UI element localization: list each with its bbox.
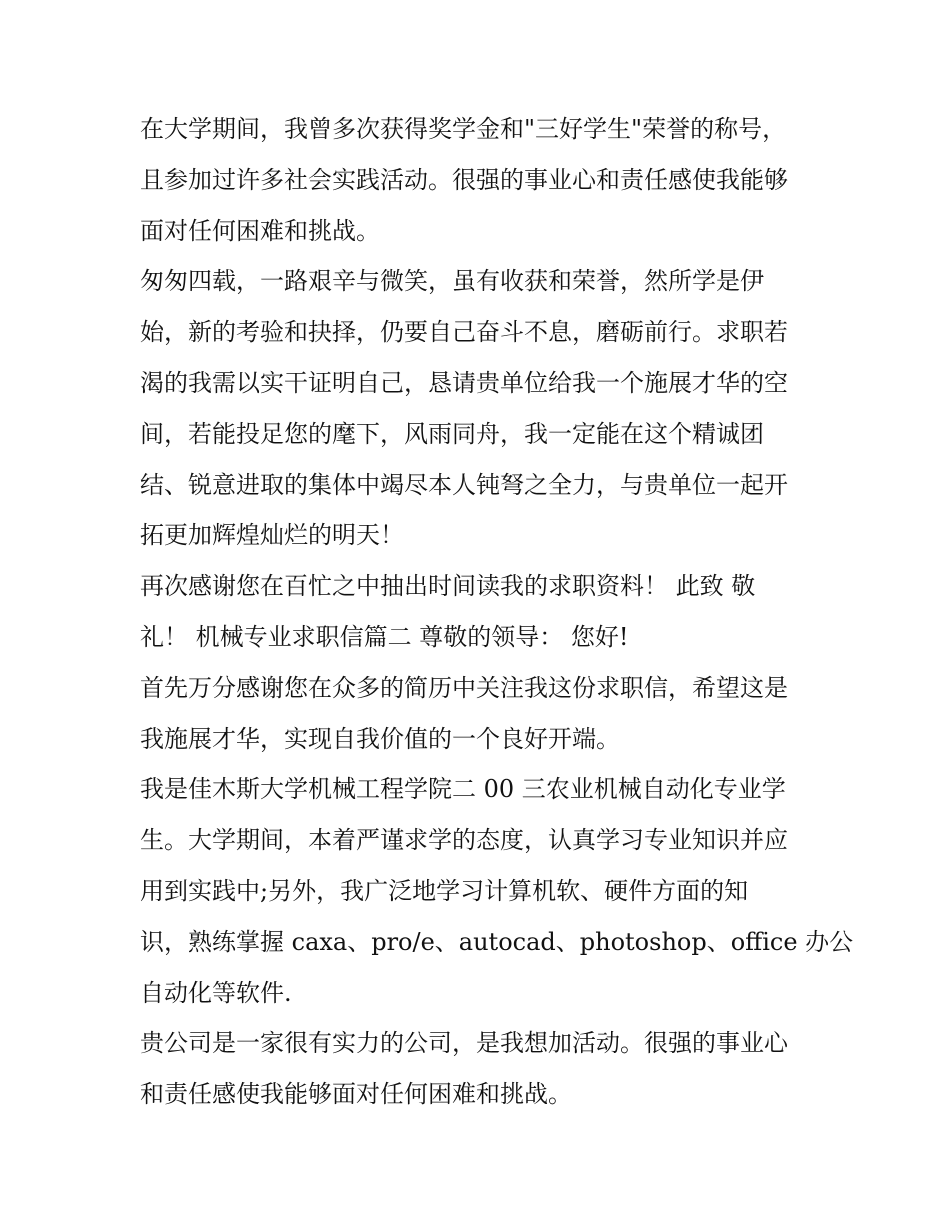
text-line: 在大学期间，我曾多次获得奖学金和"三好学生"荣誉的称号， [140,115,787,143]
paragraph-thanks-salutation [140,561,820,663]
text-line: 结、锐意进取的集体中竭尽本人钝弩之全力，与贵单位一起开 [140,470,788,499]
text-line: 再次感谢您在百忙之中抽出时间读我的求职资料！ 此致 敬 [140,572,756,601]
text-line: 识，熟练掌握 caxa、pro/e、autocad、photoshop、office 办公 [140,927,854,956]
text-line: 礼！ 机械专业求职信篇二 尊敬的领导： 您好! [140,622,629,651]
text-line: 拓更加辉煌灿烂的明天！ [140,521,404,550]
text-line: 渴的我需以实干证明自己，恳请贵单位给我一个施展才华的空 [140,368,788,397]
letter-body [140,104,854,1120]
text-line: 贵公司是一家很有实力的公司，是我想加活动。很强的事业心 [140,1029,788,1058]
text-line: 自动化等软件. [140,978,292,1007]
paragraph-opening [140,663,820,765]
text-line: 面对任何困难和挑战。 [140,216,380,245]
text-line: 且参加过许多社会实践活动。很强的事业心和责任感使我能够 [140,165,788,194]
text-line: 和责任感使我能够面对任何困难和挑战。 [140,1080,572,1109]
text-line: 我是佳木斯大学机械工程学院二 00 三农业机械自动化专业学 [140,775,786,804]
text-line: 用到实践中;另外，我广泛地学习计算机软、硬件方面的知 [140,876,749,905]
text-line: 生。大学期间，本着严谨求学的态度，认真学习专业知识并应 [140,826,788,855]
text-line: 间，若能投足您的麾下，风雨同舟，我一定能在这个精诚团 [140,419,764,448]
paragraph-four-years [140,256,820,561]
text-line: 我施展才华，实现自我价值的一个良好开端。 [140,724,620,753]
text-line: 首先万分感谢您在众多的简历中关注我这份求职信，希望这是 [140,673,788,702]
text-line: 匆匆四载，一路艰辛与微笑，虽有收获和荣誉，然所学是伊 [140,267,764,296]
text-line: 始，新的考验和抉择，仍要自己奋斗不息，磨砺前行。求职若 [140,318,788,347]
paragraph-education-skills [140,764,854,1018]
paragraph-awards [140,104,820,256]
paragraph-company [140,1018,820,1120]
